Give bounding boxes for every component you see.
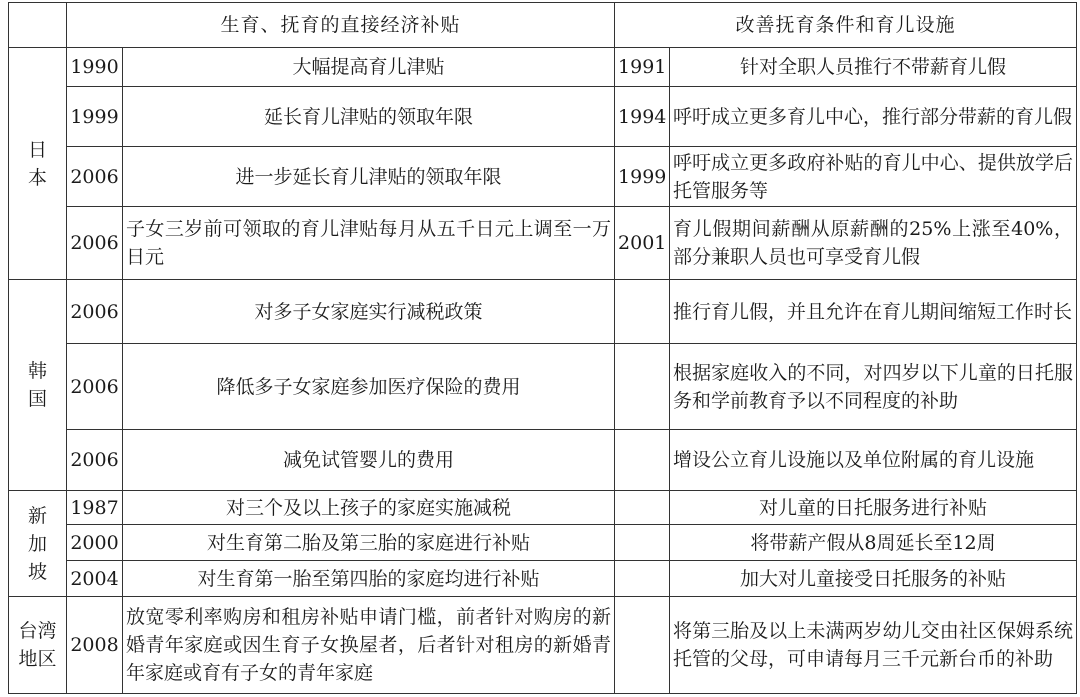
economic-policy: 减免试管婴儿的费用 (123, 430, 615, 491)
year-right (615, 280, 670, 344)
policy-comparison-table (8, 2, 1077, 694)
table-row (9, 491, 1077, 525)
region-name-line: 新 (27, 504, 47, 527)
facility-policy: 对儿童的日托服务进行补贴 (670, 491, 1077, 525)
year-right: 1999 (615, 147, 670, 207)
table-row (9, 147, 1077, 207)
region-name-line: 加 (27, 532, 47, 555)
year-right (615, 561, 670, 597)
header-economic-subsidy: 生育、抚育的直接经济补贴 (67, 3, 615, 48)
year-left: 2008 (67, 597, 123, 694)
facility-policy: 推行育儿假，并且允许在育儿期间缩短工作时长 (670, 280, 1077, 344)
table-row (9, 48, 1077, 87)
year-left: 2006 (67, 344, 123, 430)
year-left: 1987 (67, 491, 123, 525)
table-row (9, 280, 1077, 344)
year-right: 2001 (615, 207, 670, 280)
region-japan (9, 48, 67, 280)
year-left: 2006 (67, 280, 123, 344)
table-row (9, 597, 1077, 694)
facility-policy: 将带薪产假从8周延长至12周 (670, 525, 1077, 561)
economic-policy: 对三个及以上孩子的家庭实施减税 (123, 491, 615, 525)
economic-policy: 延长育儿津贴的领取年限 (123, 87, 615, 147)
year-left: 2000 (67, 525, 123, 561)
year-right: 1994 (615, 87, 670, 147)
year-left: 2006 (67, 207, 123, 280)
region-name-line: 坡 (27, 560, 47, 583)
year-left: 2004 (67, 561, 123, 597)
facility-policy: 加大对儿童接受日托服务的补贴 (670, 561, 1077, 597)
year-right (615, 430, 670, 491)
region-taiwan (9, 597, 67, 694)
table-row (9, 430, 1077, 491)
year-right (615, 344, 670, 430)
table-row (9, 344, 1077, 430)
region-korea (9, 280, 67, 491)
economic-policy: 大幅提高育儿津贴 (123, 48, 615, 87)
year-left: 2006 (67, 147, 123, 207)
economic-policy: 对生育第二胎及第三胎的家庭进行补贴 (123, 525, 615, 561)
economic-policy: 对生育第一胎至第四胎的家庭均进行补贴 (123, 561, 615, 597)
region-name-line: 地区 (18, 648, 57, 670)
facility-policy: 呼吁成立更多育儿中心，推行部分带薪的育儿假 (670, 87, 1077, 147)
region-name-line: 日 (27, 138, 47, 161)
facility-policy: 增设公立育儿设施以及单位附属的育儿设施 (670, 430, 1077, 491)
year-right (615, 491, 670, 525)
year-right (615, 597, 670, 694)
corner-cell (9, 3, 67, 48)
region-name-line: 国 (27, 388, 47, 410)
region-name-line: 台湾 (18, 620, 57, 642)
facility-policy: 呼吁成立更多政府补贴的育儿中心、提供放学后托管服务等 (670, 147, 1077, 207)
facility-policy: 根据家庭收入的不同，对四岁以下儿童的日托服务和学前教育予以不同程度的补助 (670, 344, 1077, 430)
economic-policy: 子女三岁前可领取的育儿津贴每月从五千日元上调至一万日元 (123, 207, 615, 280)
header-childcare-facilities: 改善抚育条件和育儿设施 (615, 3, 1077, 48)
economic-policy: 降低多子女家庭参加医疗保险的费用 (123, 344, 615, 430)
table-row (9, 525, 1077, 561)
year-right: 1991 (615, 48, 670, 87)
table-header-row (9, 3, 1077, 48)
region-singapore (9, 491, 67, 597)
year-right (615, 525, 670, 561)
table-row (9, 87, 1077, 147)
economic-policy: 进一步延长育儿津贴的领取年限 (123, 147, 615, 207)
facility-policy: 将第三胎及以上未满两岁幼儿交由社区保姆系统托管的父母，可申请每月三千元新台币的补助 (670, 597, 1077, 694)
economic-policy: 对多子女家庭实行减税政策 (123, 280, 615, 344)
facility-policy: 育儿假期间薪酬从原薪酬的25%上涨至40%，部分兼职人员也可享受育儿假 (670, 207, 1077, 280)
economic-policy: 放宽零利率购房和租房补贴申请门槛，前者针对购房的新婚青年家庭或因生育子女换屋者，后者针对租房的新婚青年家庭或育有子女的青年家庭 (123, 597, 615, 694)
year-left: 1990 (67, 48, 123, 87)
region-name-line: 本 (27, 166, 47, 189)
region-name-line: 韩 (27, 360, 47, 382)
year-left: 1999 (67, 87, 123, 147)
table-row (9, 207, 1077, 280)
facility-policy: 针对全职人员推行不带薪育儿假 (670, 48, 1077, 87)
table-row (9, 561, 1077, 597)
year-left: 2006 (67, 430, 123, 491)
